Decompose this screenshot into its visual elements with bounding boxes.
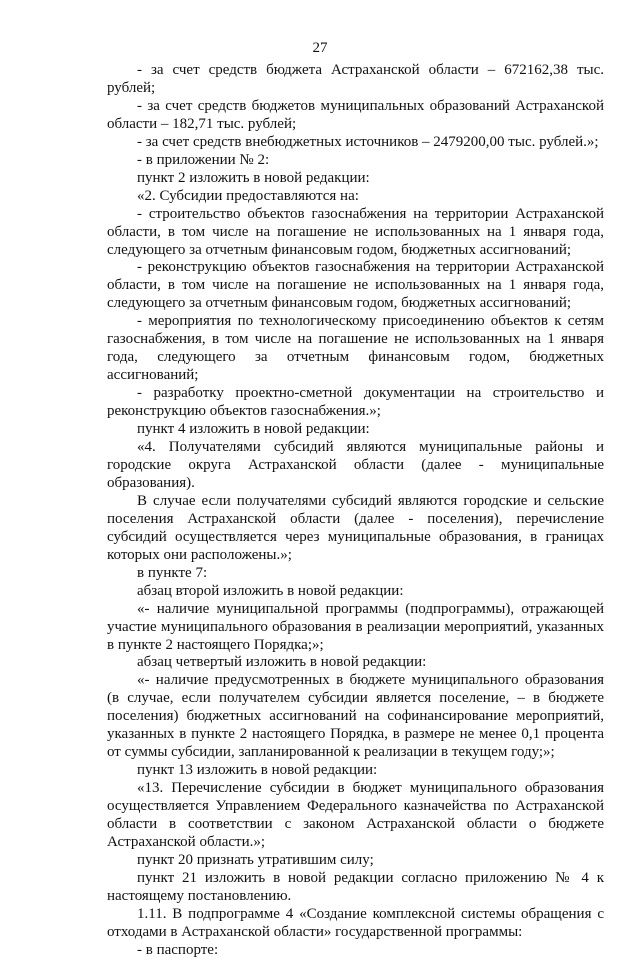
paragraph-item-13-header: пункт 13 изложить в новой редакции: bbox=[137, 762, 378, 779]
paragraph-budget-region: - за счет средств бюджета Астраханской области – 672162,38 тыс. рублей; bbox=[107, 62, 604, 96]
paragraph-budget-extrabudgetary: - за счет средств внебюджетных источников – 2479200,00 тыс. рублей.»; bbox=[137, 133, 599, 150]
paragraph-connection: - мероприятия по технологическому присоединению объектов к сетям газоснабжения, в том числе на погашение не использованных на 1 января года, следующего за отчетным финансовым годом, бюджетных ассигнований; bbox=[107, 313, 604, 384]
paragraph-treasury-transfer: «13. Перечисление субсидии в бюджет муниципального образования осуществляется Управлением Федерального казначейства по Астраханской области в соответствии с законом Астраханской области о бюджете Астраханской области.»; bbox=[107, 780, 604, 850]
paragraph-appendix-2: - в приложении № 2: bbox=[137, 151, 270, 168]
paragraph-budget-municipal: - за счет средств бюджетов муниципальных образований Астраханской области – 182,71 тыс. рублей; bbox=[107, 97, 604, 132]
paragraph-item-2-header: пункт 2 изложить в новой редакции: bbox=[137, 169, 370, 186]
paragraph-cofinancing: «- наличие предусмотренных в бюджете муниципального образования (в случае, если получателем субсидии является поселение, – в бюджете поселения) бюджетных ассигнований на софинансирование мероприятий, указанных в пункте 2 настоящего Порядка, в размере не менее 0,1 процента от суммы субсидии, запланированной к реализации в текущем году;»; bbox=[107, 672, 604, 761]
paragraph-item-21: пункт 21 изложить в новой редакции согласно приложению № 4 к настоящему постановлению. bbox=[107, 869, 604, 904]
paragraph-subsidies-intro: «2. Субсидии предоставляются на: bbox=[137, 187, 359, 204]
paragraph-item-4-header: пункт 4 изложить в новой редакции: bbox=[137, 421, 370, 438]
paragraph-settlements: В случае если получателями субсидий являются городские и сельские поселения Астраханской области (далее - поселения), перечисление субсидий осуществляется через муниципальные образования, в границах которых они расположены.»; bbox=[107, 492, 604, 563]
paragraph-construction: - строительство объектов газоснабжения на территории Астраханской области, в том числе на погашение не использованных на 1 января года, следующего за отчетным финансовым годом, бюджетных ассигнований; bbox=[107, 205, 604, 258]
paragraph-subprogram-4: 1.11. В подпрограмме 4 «Создание комплексной системы обращения с отходами в Астраханской области» государственной программы: bbox=[107, 905, 604, 940]
paragraph-fourth-abzac-header: абзац четвертый изложить в новой редакции: bbox=[137, 654, 427, 671]
paragraph-design-docs: - разработку проектно-сметной документации на строительство и реконструкцию объектов газоснабжения.»; bbox=[107, 385, 604, 420]
paragraph-municipal-program: «- наличие муниципальной программы (подпрограммы), отражающей участие муниципального образования в реализации мероприятий, указанных в пункте 2 настоящего Порядка;»; bbox=[107, 600, 604, 653]
paragraph-second-abzac-header: абзац второй изложить в новой редакции: bbox=[137, 582, 404, 599]
paragraph-reconstruction: - реконструкцию объектов газоснабжения на территории Астраханской области, в том числе на погашение не использованных на 1 января года, следующего за отчетным финансовым годом, бюджетных ассигнований; bbox=[107, 259, 604, 312]
document-body bbox=[107, 62, 604, 960]
paragraph-item-20: пункт 20 признать утратившим силу; bbox=[137, 851, 374, 868]
page-number: 27 bbox=[312, 40, 328, 56]
paragraph-passport: - в паспорте: bbox=[137, 941, 219, 958]
paragraph-recipients: «4. Получателями субсидий являются муниципальные районы и городские округа Астраханской области (далее - муниципальные образования). bbox=[107, 439, 604, 491]
paragraph-item-7-header: в пункте 7: bbox=[137, 564, 208, 581]
